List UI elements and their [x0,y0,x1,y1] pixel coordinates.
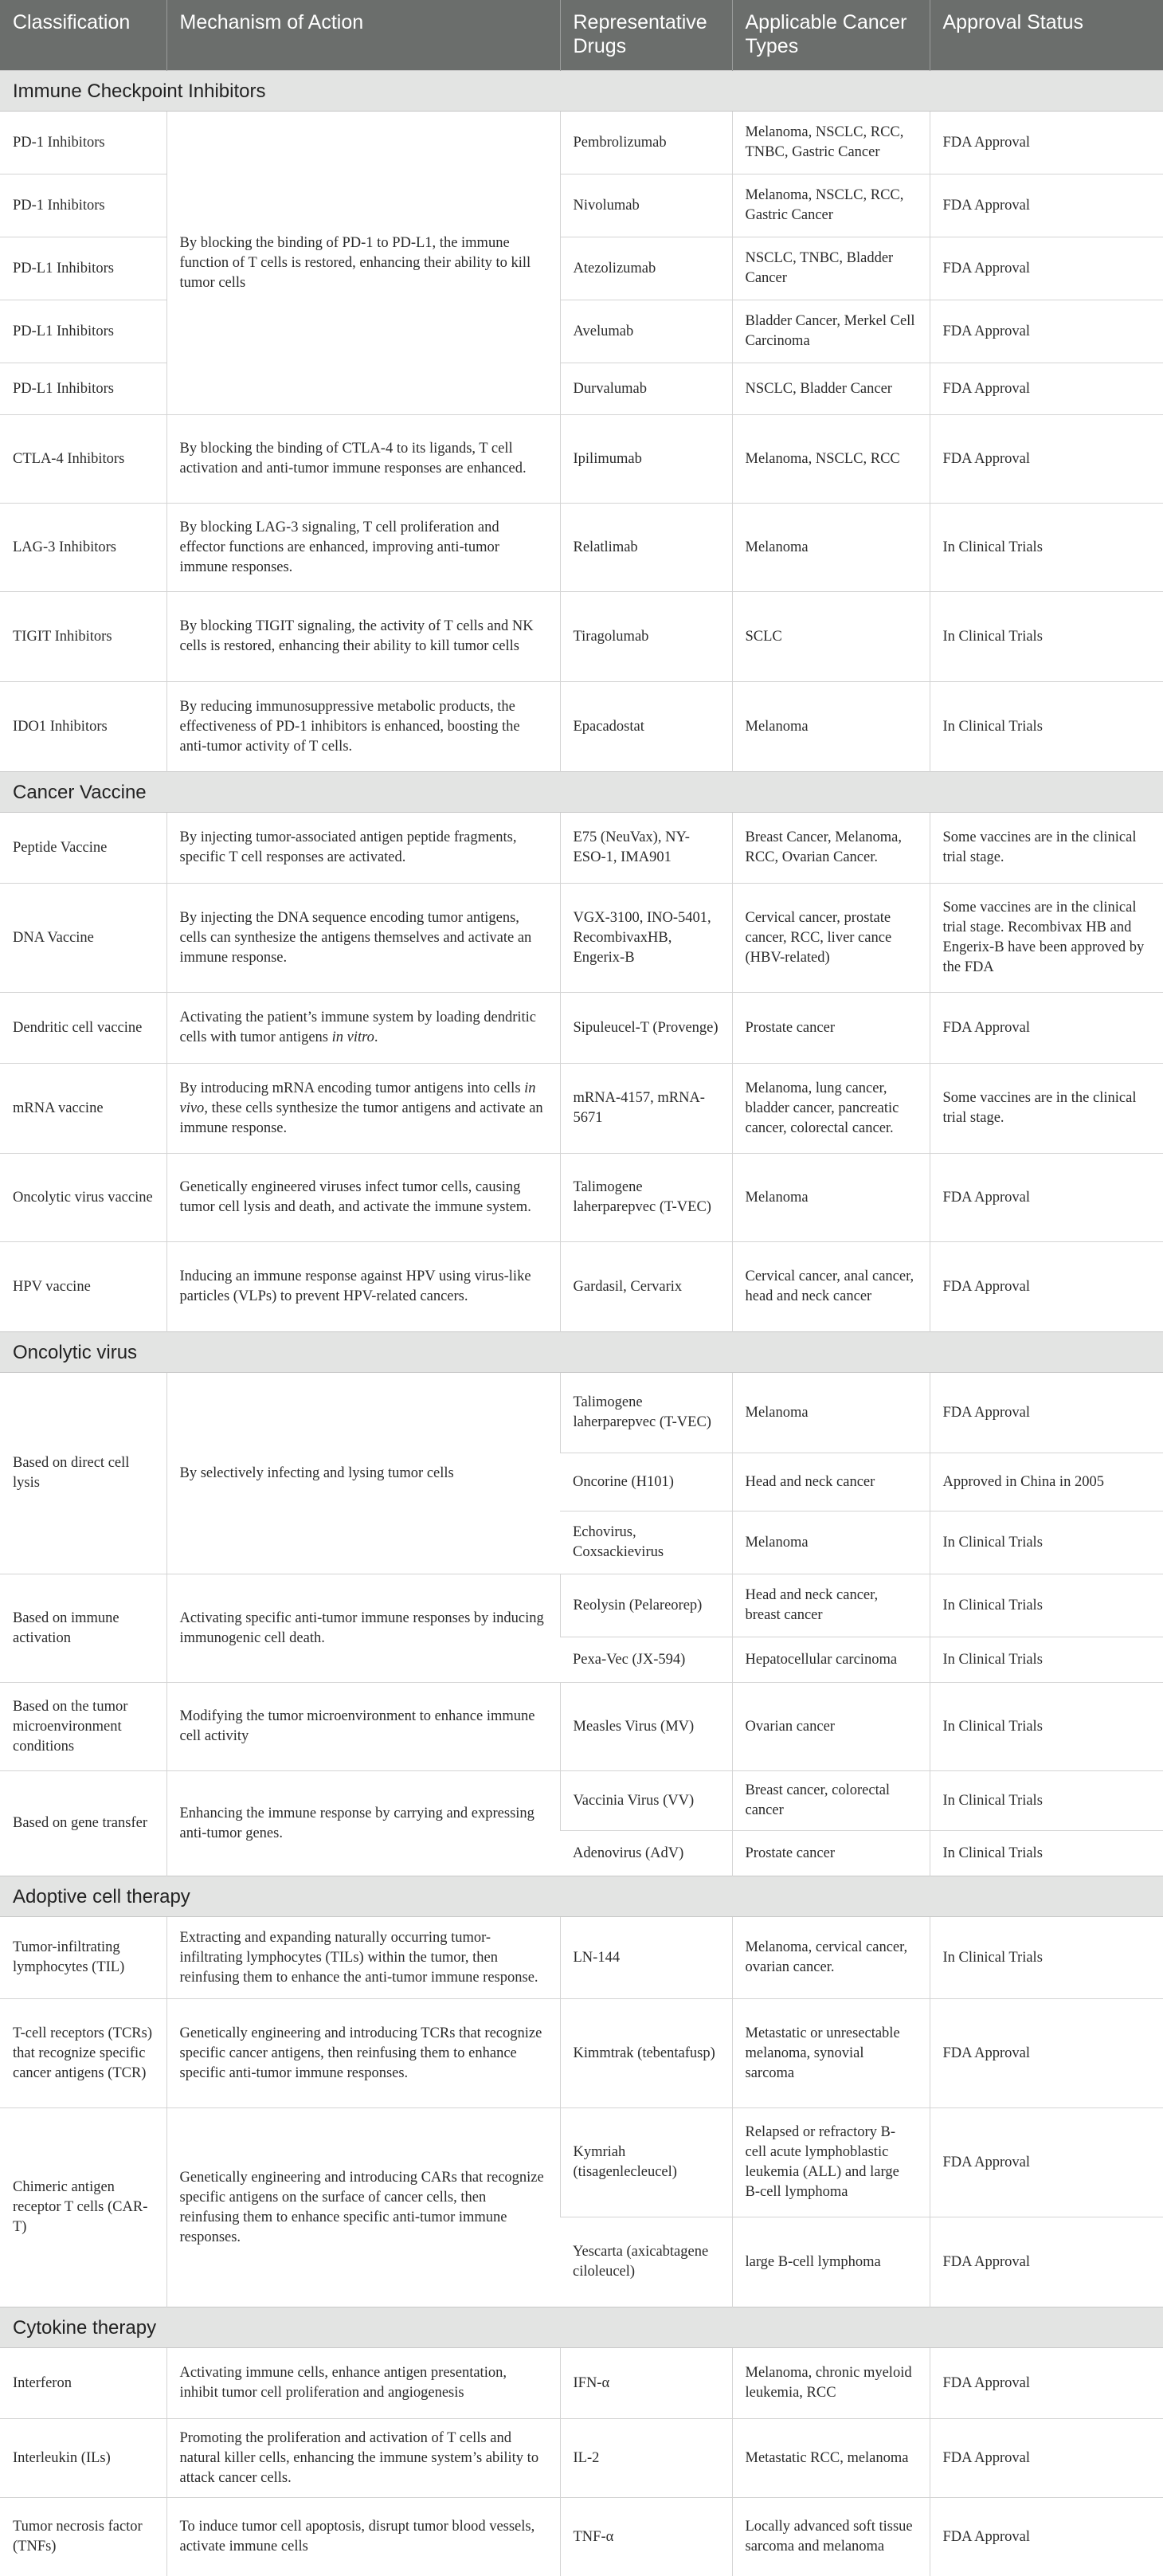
table-row [0,112,1163,174]
drug-cell: mRNA-4157, mRNA-5671 [560,1064,732,1154]
status-cell: In Clinical Trials [930,1511,1163,1574]
section-title: Immune Checkpoint Inhibitors [0,71,1163,112]
table-row [0,2108,1163,2217]
classification-cell: Peptide Vaccine [0,813,166,884]
mechanism-cell: Inducing an immune response against HPV using virus-like particles (VLPs) to prevent HPV-related cancers. [166,1242,560,1332]
table-row [0,993,1163,1064]
table-row [0,2498,1163,2576]
mechanism-cell: By injecting the DNA sequence encoding tumor antigens, cells can synthesize the antigens themselves and activate an immune response. [166,884,560,993]
cancer-cell: Melanoma [732,1154,930,1242]
table-row [0,1242,1163,1332]
status-cell: Some vaccines are in the clinical trial stage. Recombivax HB and Engerix-B have been approved by the FDA [930,884,1163,993]
cancer-cell: Cervical cancer, anal cancer, head and neck cancer [732,1242,930,1332]
status-cell: In Clinical Trials [930,592,1163,682]
cancer-cell: NSCLC, TNBC, Bladder Cancer [732,237,930,300]
cancer-cell: Locally advanced soft tissue sarcoma and melanoma [732,2498,930,2576]
table-row [0,2419,1163,2498]
cancer-cell: Melanoma [732,682,930,772]
mechanism-cell: Activating immune cells, enhance antigen presentation, inhibit tumor cell proliferation and angiogenesis [166,2348,560,2419]
status-cell: FDA Approval [930,363,1163,415]
drug-cell: Yescarta (axicabtagene ciloleucel) [560,2217,732,2307]
classification-cell: Based on immune activation [0,1574,166,1683]
table-row [0,682,1163,772]
classification-cell: HPV vaccine [0,1242,166,1332]
status-cell: FDA Approval [930,1154,1163,1242]
mechanism-cell: Modifying the tumor microenvironment to enhance immune cell activity [166,1683,560,1771]
drug-cell: Nivolumab [560,174,732,237]
section-title: Adoptive cell therapy [0,1876,1163,1917]
status-cell: FDA Approval [930,1242,1163,1332]
cancer-cell: Melanoma, NSCLC, RCC [732,415,930,504]
classification-cell: PD-L1 Inhibitors [0,300,166,363]
drug-cell: Epacadostat [560,682,732,772]
status-cell: In Clinical Trials [930,682,1163,772]
drug-cell: VGX-3100, INO-5401, RecombivaxHB, Engerix-B [560,884,732,993]
classification-cell: PD-L1 Inhibitors [0,363,166,415]
cancer-cell: Melanoma [732,1511,930,1574]
mechanism-cell: By injecting tumor-associated antigen peptide fragments, specific T cell responses are activated. [166,813,560,884]
status-cell: In Clinical Trials [930,1637,1163,1683]
section-title: Cancer Vaccine [0,772,1163,813]
section-header [0,71,1163,112]
mechanism-cell: By reducing immunosuppressive metabolic products, the effectiveness of PD-1 inhibitors is enhanced, boosting the anti-tumor activity of T cells. [166,682,560,772]
classification-cell: Tumor-infiltrating lymphocytes (TIL) [0,1917,166,1999]
cancer-cell: Hepatocellular carcinoma [732,1637,930,1683]
drug-cell: E75 (NeuVax), NY-ESO-1, IMA901 [560,813,732,884]
status-cell: FDA Approval [930,2498,1163,2576]
status-cell: FDA Approval [930,993,1163,1064]
status-cell: In Clinical Trials [930,504,1163,592]
table-row [0,1154,1163,1242]
mechanism-cell: By blocking TIGIT signaling, the activity of T cells and NK cells is restored, enhancing their ability to kill tumor cells [166,592,560,682]
section-title: Oncolytic virus [0,1332,1163,1373]
drug-cell: IL-2 [560,2419,732,2498]
drug-cell: Vaccinia Virus (VV) [560,1771,732,1831]
cancer-cell: Relapsed or refractory B-cell acute lymphoblastic leukemia (ALL) and large B-cell lymphoma [732,2108,930,2217]
mechanism-cell: Enhancing the immune response by carrying and expressing anti-tumor genes. [166,1771,560,1876]
cancer-cell: Melanoma, chronic myeloid leukemia, RCC [732,2348,930,2419]
status-cell: Some vaccines are in the clinical trial stage. [930,813,1163,884]
table-row [0,504,1163,592]
mechanism-cell: Promoting the proliferation and activation of T cells and natural killer cells, enhancing the immune system’s ability to attack cancer cells. [166,2419,560,2498]
drug-cell: Gardasil, Cervarix [560,1242,732,1332]
section-header [0,1876,1163,1917]
cancer-cell: Prostate cancer [732,1831,930,1876]
table-row [0,1064,1163,1154]
section-header [0,772,1163,813]
drug-cell: TNF-α [560,2498,732,2576]
mechanism-cell: Genetically engineering and introducing TCRs that recognize specific cancer antigens, then reinfusing them to enhance specific anti-tumor immune responses. [166,1999,560,2108]
classification-cell: Based on the tumor microenvironment conditions [0,1683,166,1771]
header-row [0,0,1163,71]
status-cell: In Clinical Trials [930,1683,1163,1771]
status-cell: Approved in China in 2005 [930,1453,1163,1511]
table-row [0,2348,1163,2419]
status-cell: In Clinical Trials [930,1917,1163,1999]
status-cell: In Clinical Trials [930,1831,1163,1876]
table-row [0,1683,1163,1771]
status-cell: FDA Approval [930,1999,1163,2108]
classification-cell: IDO1 Inhibitors [0,682,166,772]
cancer-cell: Metastatic RCC, melanoma [732,2419,930,2498]
drug-cell: Pembrolizumab [560,112,732,174]
classification-cell: CTLA-4 Inhibitors [0,415,166,504]
drug-cell: Sipuleucel-T (Provenge) [560,993,732,1064]
drug-cell: LN-144 [560,1917,732,1999]
mechanism-cell: Activating specific anti-tumor immune responses by inducing immunogenic cell death. [166,1574,560,1683]
cancer-cell: Head and neck cancer [732,1453,930,1511]
status-cell: In Clinical Trials [930,1574,1163,1637]
cancer-cell: Melanoma, NSCLC, RCC, TNBC, Gastric Cancer [732,112,930,174]
header-approval-status: Approval Status [930,0,1163,71]
mechanism-cell: Genetically engineering and introducing CARs that recognize specific antigens on the surface of cancer cells, then reinfusing them to enhance specific anti-tumor immune responses. [166,2108,560,2307]
classification-cell: DNA Vaccine [0,884,166,993]
cancer-cell: Melanoma, cervical cancer, ovarian cancer. [732,1917,930,1999]
cancer-cell: Ovarian cancer [732,1683,930,1771]
mechanism-cell: By blocking the binding of CTLA-4 to its ligands, T cell activation and anti-tumor immune responses are enhanced. [166,415,560,504]
status-cell: FDA Approval [930,1373,1163,1453]
table-row [0,415,1163,504]
drug-cell: Reolysin (Pelareorep) [560,1574,732,1637]
header-classification: Classification [0,0,166,71]
cancer-cell: Breast cancer, colorectal cancer [732,1771,930,1831]
drug-cell: Atezolizumab [560,237,732,300]
mechanism-cell: Genetically engineered viruses infect tumor cells, causing tumor cell lysis and death, and activate the immune system. [166,1154,560,1242]
table-row [0,1574,1163,1637]
classification-cell: mRNA vaccine [0,1064,166,1154]
classification-cell: Interferon [0,2348,166,2419]
cancer-cell: Metastatic or unresectable melanoma, synovial sarcoma [732,1999,930,2108]
drug-cell: Talimogene laherparepvec (T-VEC) [560,1373,732,1453]
cancer-cell: Melanoma [732,504,930,592]
drug-cell: Ipilimumab [560,415,732,504]
classification-cell: Oncolytic virus vaccine [0,1154,166,1242]
mechanism-cell: Activating the patient’s immune system by loading dendritic cells with tumor antigens in vitro. [166,993,560,1064]
cancer-cell: Bladder Cancer, Merkel Cell Carcinoma [732,300,930,363]
status-cell: FDA Approval [930,300,1163,363]
classification-cell: T-cell receptors (TCRs) that recognize specific cancer antigens (TCR) [0,1999,166,2108]
cancer-cell: NSCLC, Bladder Cancer [732,363,930,415]
section-header [0,1332,1163,1373]
cancer-cell: large B-cell lymphoma [732,2217,930,2307]
mechanism-cell: By blocking the binding of PD-1 to PD-L1, the immune function of T cells is restored, enhancing their ability to kill tumor cells [166,112,560,415]
header-cancer-types: Applicable Cancer Types [732,0,930,71]
drug-cell: IFN-α [560,2348,732,2419]
drug-cell: Talimogene laherparepvec (T-VEC) [560,1154,732,1242]
status-cell: FDA Approval [930,174,1163,237]
drug-cell: Durvalumab [560,363,732,415]
drug-cell: Adenovirus (AdV) [560,1831,732,1876]
classification-cell: Interleukin (ILs) [0,2419,166,2498]
classification-cell: Chimeric antigen receptor T cells (CAR-T) [0,2108,166,2307]
classification-cell: TIGIT Inhibitors [0,592,166,682]
classification-cell: Based on direct cell lysis [0,1373,166,1574]
classification-cell: PD-1 Inhibitors [0,174,166,237]
cancer-cell: Melanoma [732,1373,930,1453]
classification-cell: PD-1 Inhibitors [0,112,166,174]
drug-cell: Pexa-Vec (JX-594) [560,1637,732,1683]
drug-cell: Oncorine (H101) [560,1453,732,1511]
mechanism-cell: By introducing mRNA encoding tumor antigens into cells in vivo, these cells synthesize the tumor antigens and activate an immune response. [166,1064,560,1154]
section-title: Cytokine therapy [0,2307,1163,2348]
cancer-cell: Breast Cancer, Melanoma, RCC, Ovarian Cancer. [732,813,930,884]
classification-cell: Tumor necrosis factor (TNFs) [0,2498,166,2576]
header-mechanism: Mechanism of Action [166,0,560,71]
classification-cell: PD-L1 Inhibitors [0,237,166,300]
drug-cell: Measles Virus (MV) [560,1683,732,1771]
status-cell: FDA Approval [930,237,1163,300]
table-row [0,1917,1163,1999]
status-cell: FDA Approval [930,112,1163,174]
mechanism-cell: By blocking LAG-3 signaling, T cell proliferation and effector functions are enhanced, improving anti-tumor immune responses. [166,504,560,592]
drug-cell: Kimmtrak (tebentafusp) [560,1999,732,2108]
status-cell: FDA Approval [930,2108,1163,2217]
table-row [0,813,1163,884]
section-header [0,2307,1163,2348]
classification-cell: LAG-3 Inhibitors [0,504,166,592]
cancer-cell: Prostate cancer [732,993,930,1064]
cancer-cell: Melanoma, NSCLC, RCC, Gastric Cancer [732,174,930,237]
table-row [0,1771,1163,1831]
drug-cell: Relatlimab [560,504,732,592]
mechanism-cell: To induce tumor cell apoptosis, disrupt tumor blood vessels, activate immune cells [166,2498,560,2576]
cancer-cell: Head and neck cancer, breast cancer [732,1574,930,1637]
drug-cell: Kymriah (tisagenlecleucel) [560,2108,732,2217]
classification-cell: Dendritic cell vaccine [0,993,166,1064]
cancer-cell: Melanoma, lung cancer, bladder cancer, pancreatic cancer, colorectal cancer. [732,1064,930,1154]
table-row [0,1999,1163,2108]
table-row [0,592,1163,682]
drug-cell: Avelumab [560,300,732,363]
drug-cell: Tiragolumab [560,592,732,682]
mechanism-cell: By selectively infecting and lysing tumor cells [166,1373,560,1574]
status-cell: FDA Approval [930,415,1163,504]
mechanism-cell: Extracting and expanding naturally occurring tumor-infiltrating lymphocytes (TILs) within the tumor, then reinfusing them to enhance the anti-tumor immune response. [166,1917,560,1999]
table-row [0,884,1163,993]
cancer-cell: SCLC [732,592,930,682]
status-cell: Some vaccines are in the clinical trial stage. [930,1064,1163,1154]
status-cell: In Clinical Trials [930,1771,1163,1831]
table-row [0,1373,1163,1453]
cancer-cell: Cervical cancer, prostate cancer, RCC, liver cance (HBV-related) [732,884,930,993]
drug-cell: Echovirus, Coxsackievirus [560,1511,732,1574]
status-cell: FDA Approval [930,2217,1163,2307]
header-drugs: Representative Drugs [560,0,732,71]
status-cell: FDA Approval [930,2348,1163,2419]
classification-cell: Based on gene transfer [0,1771,166,1876]
status-cell: FDA Approval [930,2419,1163,2498]
